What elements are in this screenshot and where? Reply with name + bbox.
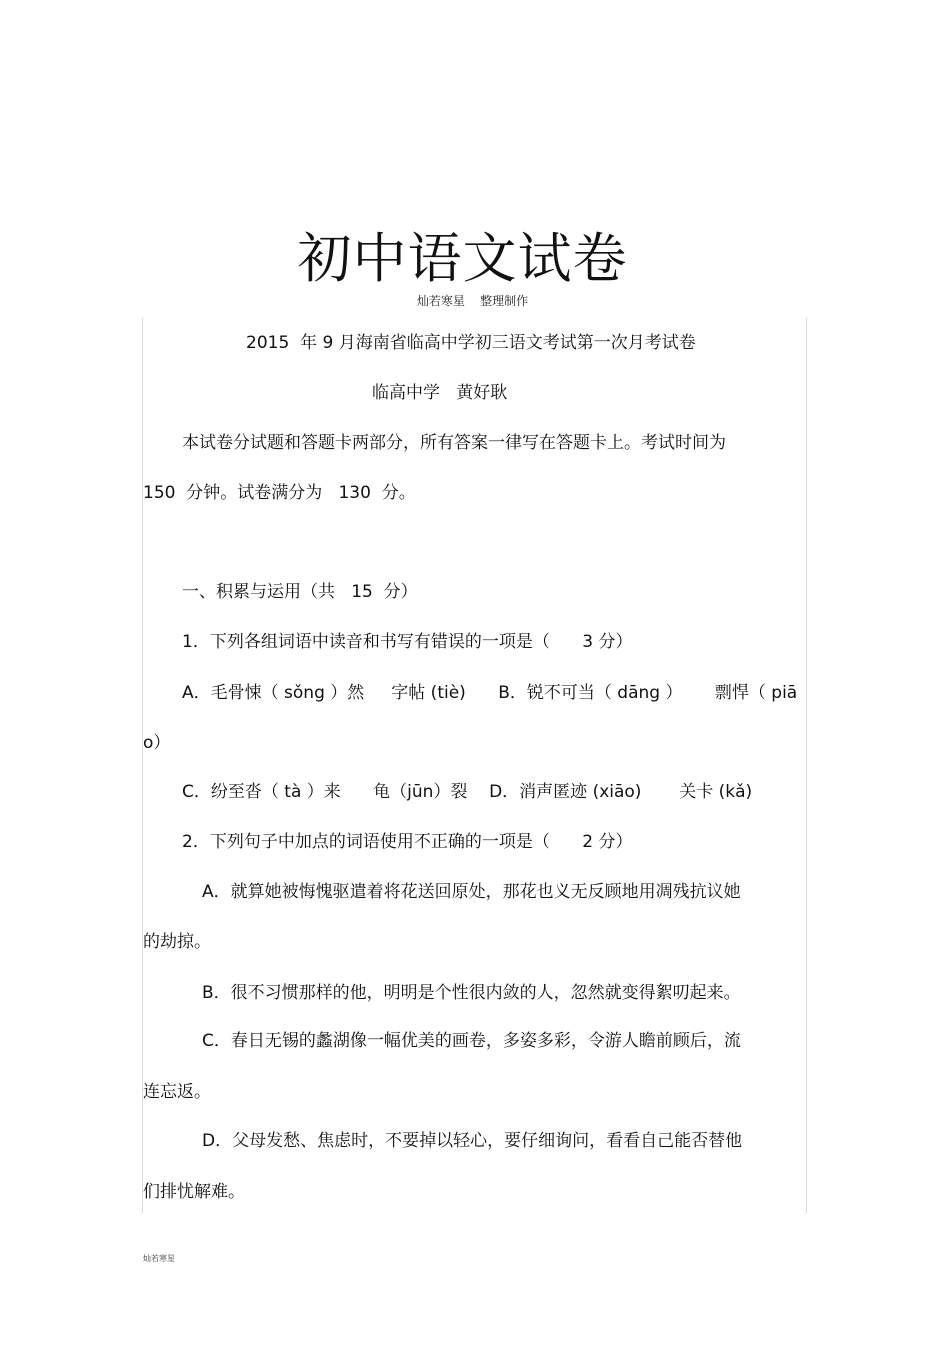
question-2-option-c: C．春日无锡的蠡湖像一幅优美的画卷，多姿多彩，令游人瞻前顾后，流	[202, 1031, 741, 1051]
question-2-option-d: D．父母发愁、焦虑时，不要掉以轻心，要仔细询问，看看自己能否替他	[202, 1131, 743, 1151]
question-2-option-a: A．就算她被悔愧驱遣着将花送回原处，那花也义无反顾地用凋残抗议她	[202, 882, 741, 902]
main-title: 初中语文试卷	[297, 227, 628, 290]
intro-line: 本试卷分试题和答题卡两部分，所有答案一律写在答题卡上。考试时间为	[182, 433, 726, 453]
question-1-options: o）	[143, 733, 171, 753]
section-heading: 一、积累与运用（共 15 分）	[182, 582, 418, 602]
question-2-option-a: 的劫掠。	[143, 932, 211, 952]
question-2-option-b: B．很不习惯那样的他，明明是个性很内敛的人，忽然就变得絮叨起来。	[202, 983, 741, 1003]
question-1-options: A．毛骨悚（ sǒng ）然 字帖 (tiè) B．锐不可当（ dāng ） 剽悍（ piā	[182, 683, 798, 703]
exam-title: 2015 年 9 月海南省临高中学初三语文考试第一次月考试卷	[246, 333, 696, 353]
question-2-option-c: 连忘返。	[143, 1082, 211, 1102]
question-1-stem: 1．下列各组词语中读音和书写有错误的一项是（ 3 分）	[182, 632, 633, 652]
question-2-stem: 2．下列句子中加点的词语使用不正确的一项是（ 2 分）	[182, 832, 633, 852]
question-1-options: C．纷至沓（ tà ）来 龟（jūn）裂 D．消声匿迹 (xiāo) 关卡 (kǎ)	[182, 782, 753, 802]
page-footer: 灿若寒星	[143, 1254, 175, 1263]
content-border-left	[142, 318, 143, 1213]
author-line: 临高中学 黄好耿	[372, 383, 508, 403]
question-2-option-d: 们排忧解难。	[143, 1182, 245, 1202]
content-border-right	[806, 318, 807, 1213]
intro-line: 150 分钟。试卷满分为 130 分。	[143, 483, 416, 503]
subtitle: 灿若寒星 整理制作	[416, 294, 529, 308]
